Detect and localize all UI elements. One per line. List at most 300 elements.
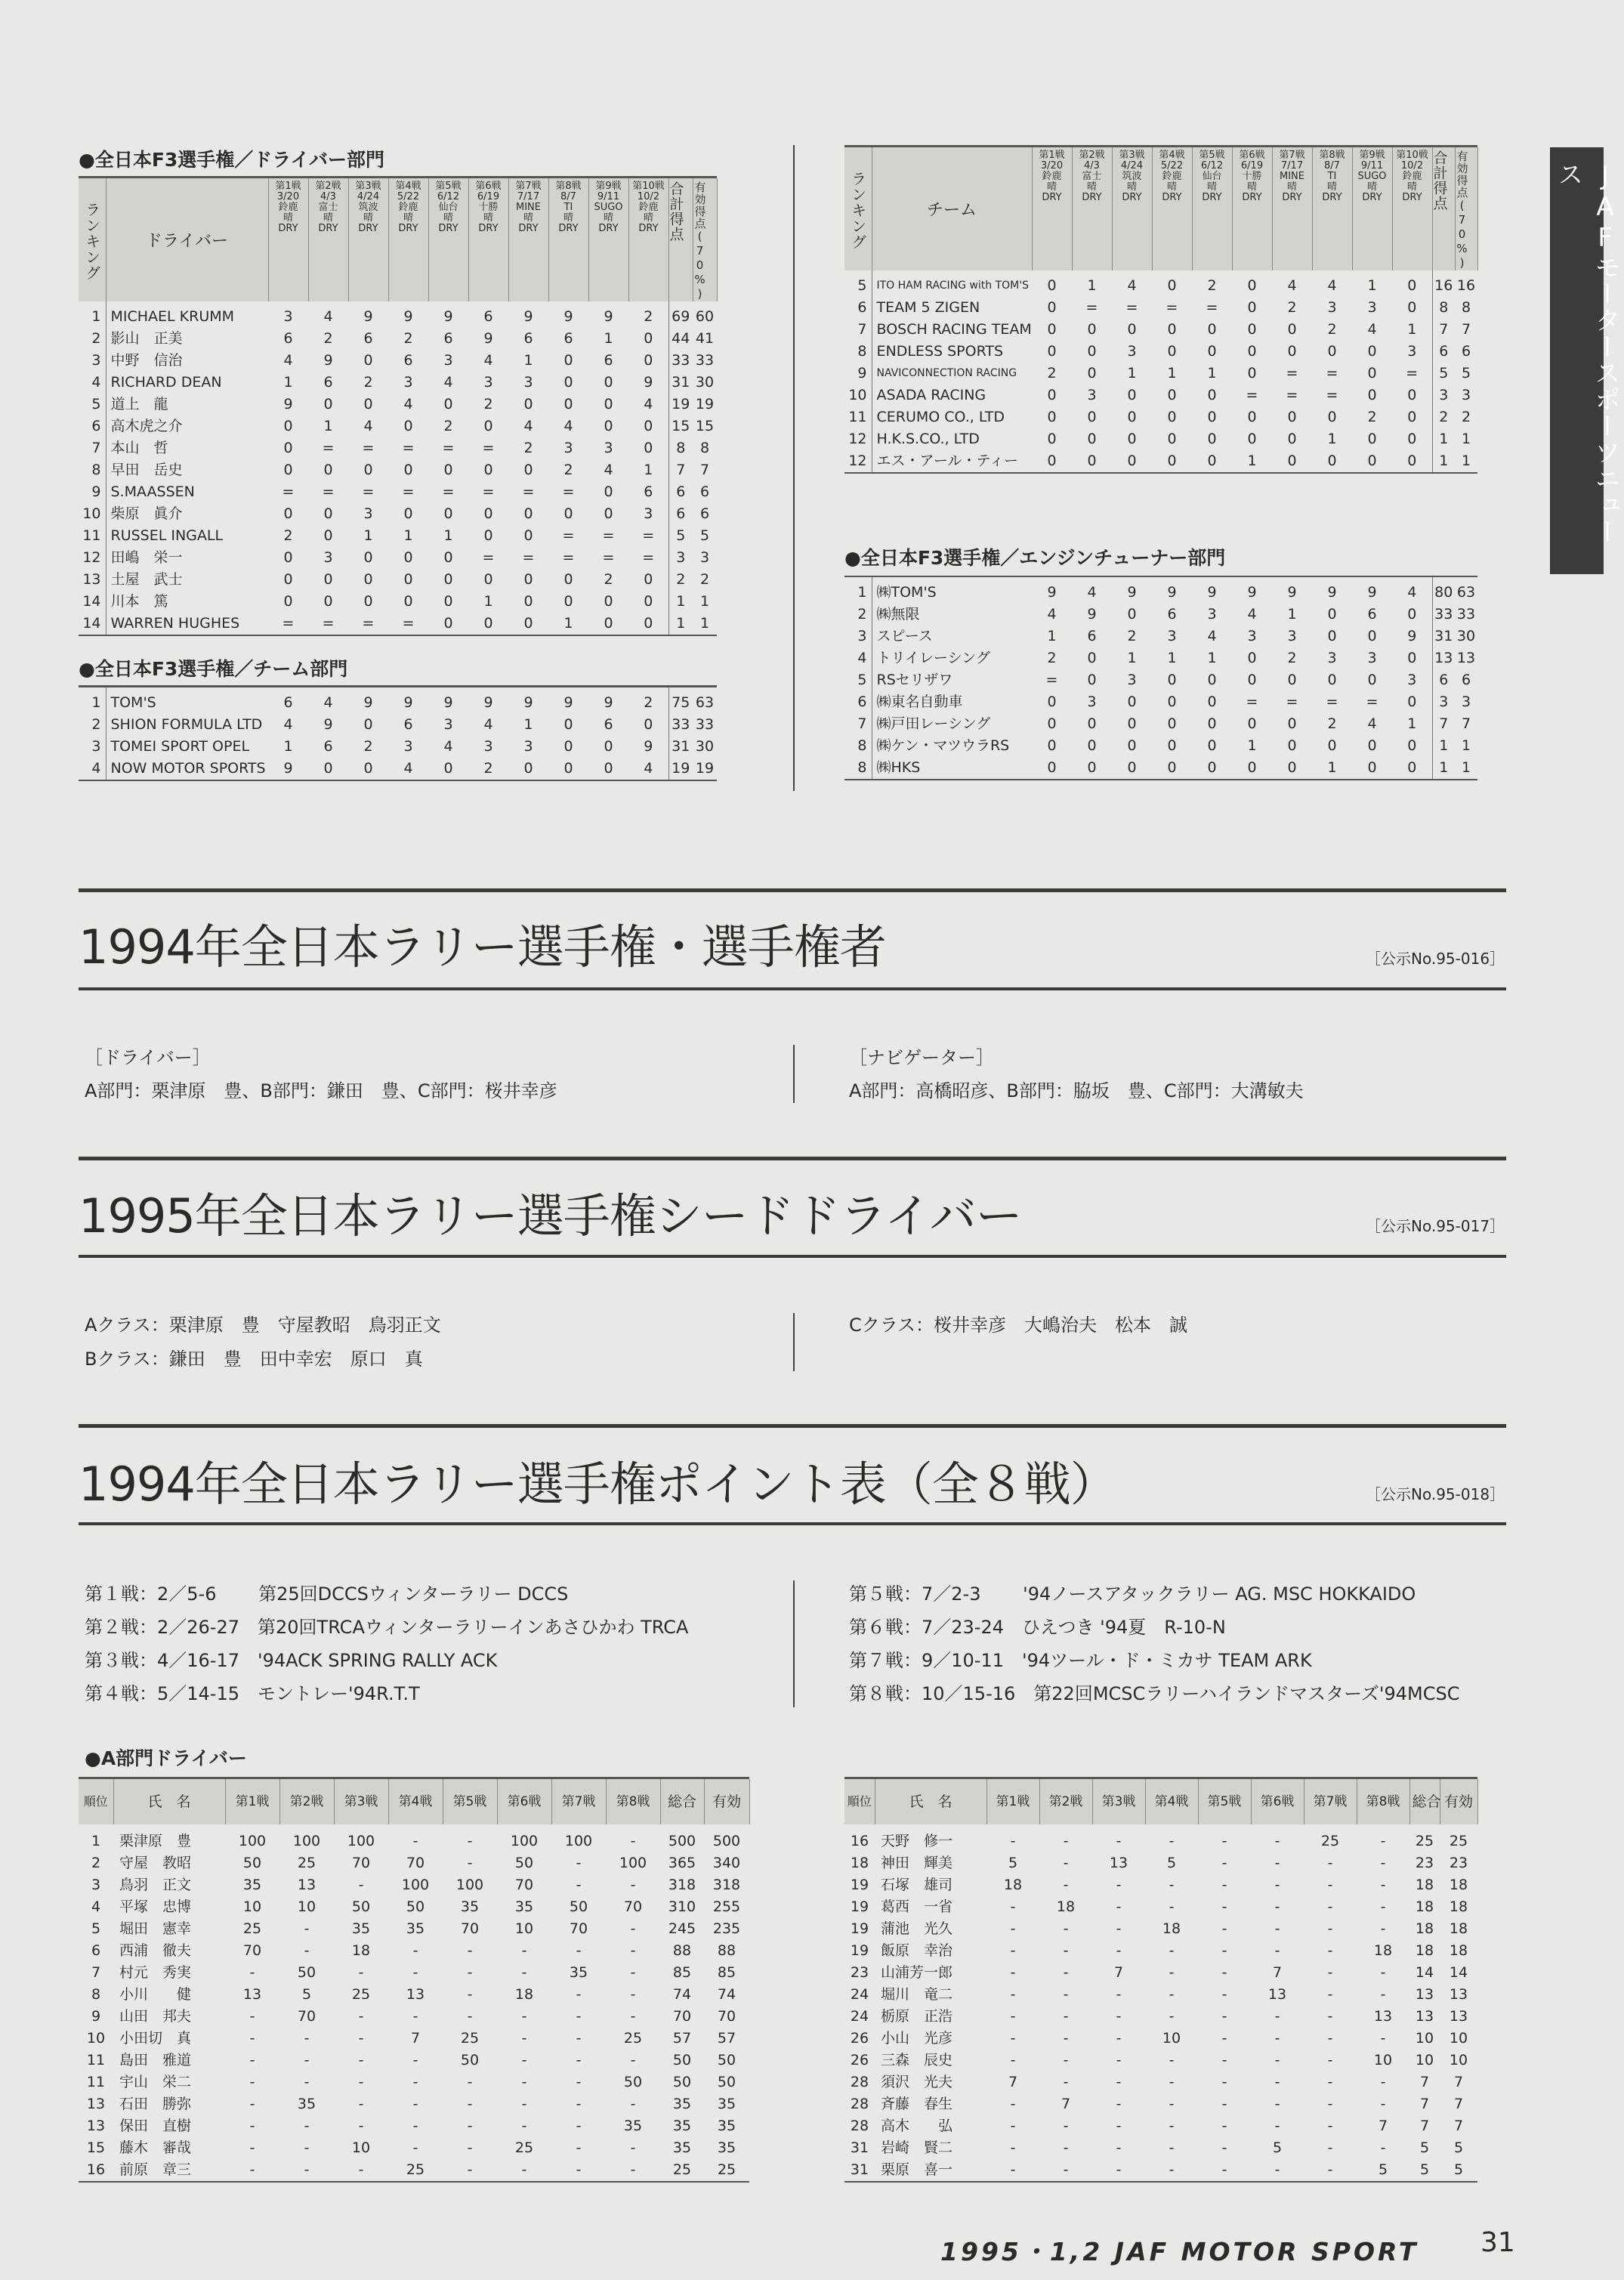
value-cell: -: [576, 1877, 582, 1893]
value-cell: -: [576, 2118, 582, 2134]
value-cell: 1: [1287, 606, 1297, 623]
value-cell: 4: [443, 374, 453, 391]
value-cell: -: [1116, 1942, 1122, 1959]
rank-cell: 31: [850, 2139, 869, 2156]
value-cell: -: [358, 2096, 364, 2112]
value-cell: 70: [514, 1877, 534, 1893]
value-cell: -: [1063, 2008, 1069, 2025]
value-cell: =: [1125, 299, 1138, 316]
header-cell: 有効: [704, 1779, 749, 1824]
value-cell: 0: [1167, 672, 1177, 688]
header-round: 第8戦 8/7 TI 晴 DRY: [1312, 147, 1352, 270]
value-cell: 0: [363, 462, 373, 478]
value-cell: 8: [1461, 299, 1471, 316]
table-row: [844, 1824, 1477, 1852]
value-cell: 6: [563, 330, 573, 347]
value-cell: 85: [672, 1964, 692, 1981]
value-cell: 4: [644, 396, 653, 412]
table-row: [79, 569, 717, 591]
value-cell: 4: [483, 352, 493, 369]
champions-title: 1994年全日本ラリー選手権・選手権者: [79, 919, 886, 975]
table-row: [844, 2137, 1477, 2159]
section-rule: [79, 1424, 1506, 1428]
value-cell: =: [1166, 299, 1178, 316]
value-cell: 3: [604, 440, 613, 456]
value-cell: 1: [1432, 428, 1455, 450]
rank-cell: 7: [844, 713, 872, 735]
value-cell: 0: [1087, 453, 1097, 469]
rank-cell: 1: [79, 687, 106, 714]
section-rule: [79, 1522, 1506, 1525]
value-cell: 1: [363, 527, 373, 544]
value-cell: 31: [1432, 626, 1455, 647]
name-cell: 田嶋 栄一: [110, 549, 183, 566]
header-cell: 第3戦: [1092, 1779, 1145, 1824]
rank-cell: 9: [79, 481, 106, 503]
rank-cell: 7: [91, 1964, 101, 1981]
value-cell: 6: [699, 483, 710, 500]
value-cell: -: [1010, 2008, 1016, 2025]
value-cell: 18: [1449, 1877, 1468, 1893]
value-cell: -: [1116, 2008, 1122, 2025]
value-cell: 19: [668, 758, 693, 780]
value-cell: 9: [443, 694, 453, 711]
value-cell: 0: [1327, 343, 1337, 360]
value-cell: 3: [483, 374, 493, 391]
name-cell: SHION FORMULA LTD: [110, 716, 263, 733]
value-cell: 70: [351, 1855, 371, 1871]
value-cell: -: [1116, 1986, 1122, 2003]
value-cell: 1: [443, 527, 453, 544]
value-cell: 0: [1247, 672, 1257, 688]
value-cell: =: [482, 549, 495, 566]
header-round: 第5戦 6/12 仙台 晴 DRY: [428, 178, 468, 301]
value-cell: 0: [1367, 431, 1377, 447]
value-cell: 88: [717, 1942, 736, 1959]
value-cell: 0: [1207, 759, 1217, 776]
value-cell: 4: [483, 716, 493, 733]
value-cell: 0: [644, 440, 653, 456]
value-cell: =: [322, 615, 335, 632]
value-cell: 80: [1432, 577, 1455, 604]
value-cell: -: [249, 2052, 255, 2068]
value-cell: 0: [1247, 321, 1257, 338]
value-cell: 18: [1162, 1920, 1181, 1937]
rank-cell: 5: [844, 270, 872, 297]
value-cell: 18: [1415, 1898, 1434, 1915]
value-cell: =: [442, 440, 455, 456]
value-cell: 25: [717, 2161, 736, 2178]
value-cell: 4: [283, 352, 293, 369]
value-cell: -: [1327, 1898, 1333, 1915]
value-cell: 50: [351, 1898, 371, 1915]
value-cell: 3: [443, 352, 453, 369]
value-cell: 35: [717, 2139, 736, 2156]
value-cell: 7: [1453, 2118, 1464, 2134]
value-cell: -: [1221, 2161, 1227, 2178]
name-cell: 高木 弘: [881, 2118, 953, 2134]
value-cell: 19: [695, 760, 715, 777]
event-item: 第１戦：2／5-6 第25回DCCSウィンターラリー DCCS: [85, 1583, 569, 1605]
rank-cell: 8: [844, 757, 872, 779]
value-cell: 2: [523, 440, 533, 456]
value-cell: 4: [1047, 606, 1057, 623]
rank-cell: 19: [850, 1920, 869, 1937]
value-cell: 0: [323, 462, 333, 478]
name-cell: 本山 哲: [110, 440, 168, 456]
value-cell: 9: [443, 308, 453, 325]
value-cell: -: [630, 2008, 636, 2025]
value-cell: -: [1221, 2096, 1227, 2112]
table-row: [79, 687, 717, 714]
value-cell: 9: [1207, 584, 1217, 601]
value-cell: -: [249, 2161, 255, 2178]
value-cell: -: [1116, 2096, 1122, 2112]
name-cell: NOW MOTOR SPORTS: [110, 760, 266, 777]
value-cell: 35: [672, 2118, 692, 2134]
value-cell: 0: [323, 396, 333, 412]
name-cell: 宇山 栄二: [119, 2074, 192, 2090]
table-row: [79, 1962, 749, 1984]
value-cell: -: [1380, 1964, 1386, 1981]
value-cell: 235: [712, 1920, 741, 1937]
value-cell: 4: [363, 418, 373, 434]
value-cell: 9: [1407, 628, 1417, 644]
value-cell: 6: [1432, 669, 1455, 691]
header-round: 第3戦 4/24 筑波 晴 DRY: [348, 178, 388, 301]
value-cell: -: [412, 2074, 418, 2090]
value-cell: -: [467, 1833, 473, 1849]
value-cell: 7: [1272, 1964, 1283, 1981]
value-cell: 1: [644, 462, 653, 478]
value-cell: -: [1380, 2096, 1386, 2112]
section-rule: [79, 1255, 1506, 1258]
value-cell: 0: [1047, 299, 1057, 316]
value-cell: 31: [668, 372, 693, 394]
value-cell: 25: [297, 1855, 316, 1871]
value-cell: 18: [1373, 1942, 1393, 1959]
table-row: [79, 1824, 749, 1852]
value-cell: 7: [1419, 2096, 1430, 2112]
table-row: [844, 363, 1477, 385]
header-round: 第3戦 4/24 筑波 晴 DRY: [1112, 147, 1152, 270]
value-cell: 5: [699, 527, 710, 544]
side-tab-label: JAFモータースポーツニュース: [1553, 161, 1620, 545]
value-cell: 9: [1127, 584, 1137, 601]
value-cell: 0: [604, 593, 613, 610]
value-cell: 1: [604, 330, 613, 347]
value-cell: -: [630, 1920, 636, 1937]
value-cell: -: [249, 1964, 255, 1981]
value-cell: -: [1274, 1920, 1280, 1937]
value-cell: -: [521, 2052, 527, 2068]
value-cell: -: [1063, 1855, 1069, 1871]
value-cell: -: [1274, 2161, 1280, 2178]
value-cell: 0: [1047, 387, 1057, 403]
table-row: [79, 459, 717, 481]
value-cell: 70: [242, 1942, 262, 1959]
value-cell: 1: [1327, 431, 1337, 447]
name-cell: 斉藤 春生: [881, 2096, 953, 2112]
value-cell: 2: [483, 396, 493, 412]
value-cell: 35: [569, 1964, 588, 1981]
value-cell: 5: [1166, 1855, 1177, 1871]
value-cell: 25: [1320, 1833, 1340, 1849]
navigator-heading: ［ナビゲーター］: [849, 1047, 994, 1068]
value-cell: 0: [604, 615, 613, 632]
value-cell: -: [1221, 1833, 1227, 1849]
value-cell: 0: [1327, 737, 1337, 754]
rank-cell: 28: [850, 2096, 869, 2112]
value-cell: 0: [1127, 715, 1137, 732]
value-cell: -: [1116, 1877, 1122, 1893]
value-cell: 35: [623, 2118, 643, 2134]
value-cell: 9: [644, 738, 653, 755]
value-cell: 3: [1127, 672, 1137, 688]
value-cell: 88: [672, 1942, 692, 1959]
table-row: [79, 714, 717, 736]
value-cell: =: [602, 549, 615, 566]
value-cell: 0: [283, 549, 293, 566]
rank-cell: 9: [91, 2008, 101, 2025]
value-cell: 13: [1432, 647, 1455, 669]
rank-cell: 24: [850, 2008, 869, 2025]
value-cell: 0: [1207, 453, 1217, 469]
value-cell: 4: [1327, 277, 1337, 294]
a-class-table-right: [844, 1777, 1477, 2183]
value-cell: 10: [1415, 2030, 1434, 2047]
header-cell: 第4戦: [388, 1779, 443, 1824]
value-cell: 7: [1419, 2074, 1430, 2090]
value-cell: =: [442, 483, 455, 500]
notice-number: ［公示No.95-018］: [1366, 1485, 1505, 1503]
table-row: [79, 394, 717, 416]
value-cell: 23: [1449, 1855, 1468, 1871]
value-cell: -: [1063, 1833, 1069, 1849]
value-cell: 18: [1449, 1920, 1468, 1937]
value-cell: 6: [1167, 606, 1177, 623]
value-cell: -: [1274, 1855, 1280, 1871]
value-cell: -: [1010, 2030, 1016, 2047]
rank-cell: 6: [91, 1942, 101, 1959]
header-cell: 有効: [1440, 1779, 1477, 1824]
table-row: [844, 757, 1477, 779]
value-cell: 7: [1061, 2096, 1071, 2112]
value-cell: 1: [523, 716, 533, 733]
rank-cell: 3: [91, 1877, 101, 1893]
value-cell: 1: [1327, 759, 1337, 776]
value-cell: -: [1327, 2118, 1333, 2134]
value-cell: 5: [1453, 2139, 1464, 2156]
value-cell: 35: [672, 2139, 692, 2156]
value-cell: 1: [1407, 321, 1417, 338]
name-cell: MICHAEL KRUMM: [110, 308, 235, 325]
value-cell: 0: [1167, 453, 1177, 469]
value-cell: 10: [242, 1898, 262, 1915]
value-cell: 0: [523, 527, 533, 544]
header-round: 第9戦 9/11 SUGO 晴 DRY: [588, 178, 628, 301]
value-cell: 0: [563, 374, 573, 391]
rank-cell: 1: [79, 301, 106, 328]
value-cell: 0: [563, 396, 573, 412]
value-cell: 0: [443, 571, 453, 588]
value-cell: 6: [604, 716, 613, 733]
footer-masthead: 1995・1,2 JAF MOTOR SPORT: [940, 2237, 1419, 2266]
value-cell: -: [467, 1942, 473, 1959]
value-cell: -: [1063, 1942, 1069, 1959]
value-cell: 3: [1367, 650, 1377, 666]
table-row: [79, 503, 717, 525]
value-cell: -: [576, 2161, 582, 2178]
header-total: [668, 178, 693, 301]
value-cell: =: [402, 615, 415, 632]
value-cell: 13: [242, 1986, 262, 2003]
name-cell: 栃原 正浩: [881, 2008, 953, 2025]
points-title: 1994年全日本ラリー選手権ポイント表（全８戦）: [79, 1457, 1116, 1512]
name-cell: 高木虎之介: [110, 418, 183, 434]
name-cell: 三森 辰史: [881, 2052, 953, 2068]
table-header-row: [79, 1779, 749, 1824]
value-cell: 44: [668, 328, 693, 350]
table-row: [844, 2159, 1477, 2181]
value-cell: 0: [1127, 759, 1137, 776]
seed-title: 1995年全日本ラリー選手権シードドライバー: [79, 1188, 1022, 1243]
value-cell: 35: [717, 2096, 736, 2112]
table-row: [844, 1852, 1477, 1874]
table-row: [79, 372, 717, 394]
value-cell: -: [1380, 1920, 1386, 1937]
header-cell: 第8戦: [606, 1779, 660, 1824]
value-cell: 0: [283, 440, 293, 456]
name-cell: 蒲池 光久: [881, 1920, 953, 1937]
value-cell: -: [1169, 2139, 1175, 2156]
value-cell: 5: [1272, 2139, 1283, 2156]
value-cell: 41: [695, 330, 715, 347]
table-row: [844, 270, 1477, 297]
value-cell: 4: [1367, 321, 1377, 338]
value-cell: 18: [1003, 1877, 1023, 1893]
value-cell: 0: [1047, 277, 1057, 294]
header-cell: 第5戦: [1198, 1779, 1251, 1824]
value-cell: 0: [604, 505, 613, 522]
value-cell: 3: [668, 547, 693, 569]
name-cell: トリイレーシング: [876, 650, 990, 666]
value-cell: 50: [672, 2052, 692, 2068]
value-cell: -: [467, 2118, 473, 2134]
value-cell: -: [1116, 2052, 1122, 2068]
value-cell: 25: [460, 2030, 480, 2047]
value-cell: =: [1286, 365, 1298, 382]
value-cell: -: [1221, 1942, 1227, 1959]
column-divider: [793, 1313, 795, 1371]
value-cell: -: [630, 1833, 636, 1849]
name-cell: 川本 篤: [110, 593, 168, 610]
value-cell: 4: [1247, 606, 1257, 623]
value-cell: 255: [712, 1898, 741, 1915]
value-cell: -: [1063, 2161, 1069, 2178]
value-cell: 3: [563, 440, 573, 456]
value-cell: 0: [1167, 694, 1177, 710]
table-row: [79, 2115, 749, 2137]
value-cell: 9: [1247, 584, 1257, 601]
rank-cell: 4: [844, 647, 872, 669]
value-cell: 70: [297, 2008, 316, 2025]
header-cell: 順位: [844, 1779, 875, 1824]
value-cell: 70: [672, 2008, 692, 2025]
value-cell: -: [1010, 2052, 1016, 2068]
value-cell: 6: [363, 330, 373, 347]
value-cell: -: [1169, 2008, 1175, 2025]
value-cell: 0: [563, 738, 573, 755]
value-cell: 0: [1087, 650, 1097, 666]
name-cell: 島田 雅道: [119, 2052, 192, 2068]
value-cell: -: [1274, 1898, 1280, 1915]
value-cell: 50: [514, 1855, 534, 1871]
value-cell: -: [630, 2139, 636, 2156]
value-cell: 0: [363, 571, 373, 588]
value-cell: -: [1010, 2118, 1016, 2134]
name-cell: TOMEI SPORT OPEL: [110, 738, 250, 755]
value-cell: -: [1274, 2118, 1280, 2134]
value-cell: 3: [1461, 387, 1471, 403]
value-cell: -: [1010, 2096, 1016, 2112]
value-cell: -: [1274, 1877, 1280, 1893]
rank-cell: 23: [850, 1964, 869, 1981]
value-cell: 0: [363, 396, 373, 412]
table-row: [79, 2093, 749, 2115]
name-cell: ㈱ケン・マツウラRS: [876, 737, 1010, 754]
value-cell: 0: [283, 571, 293, 588]
value-cell: 25: [1415, 1833, 1434, 1849]
value-cell: 6: [323, 374, 333, 391]
rank-cell: 11: [86, 2074, 106, 2090]
name-cell: 栗原 喜一: [881, 2161, 953, 2178]
value-cell: -: [521, 2118, 527, 2134]
rank-cell: 19: [850, 1877, 869, 1893]
value-cell: 15: [695, 418, 715, 434]
value-cell: 365: [668, 1855, 696, 1871]
value-cell: 0: [1367, 737, 1377, 754]
header-cell: 氏 名: [113, 1779, 225, 1824]
table-row: [844, 2071, 1477, 2093]
value-cell: -: [576, 1855, 582, 1871]
rank-cell: 11: [79, 525, 106, 547]
table-row: [844, 604, 1477, 626]
value-cell: 6: [668, 503, 693, 525]
value-cell: 3: [1327, 299, 1337, 316]
rank-cell: 24: [850, 1986, 869, 2003]
value-cell: 9: [604, 694, 613, 711]
table-row: [79, 547, 717, 569]
value-cell: 50: [460, 2052, 480, 2068]
rank-cell: 11: [844, 406, 872, 428]
value-cell: 3: [523, 738, 533, 755]
value-cell: =: [562, 483, 575, 500]
value-cell: 50: [717, 2074, 736, 2090]
value-cell: -: [1327, 1855, 1333, 1871]
table-header-row: [79, 178, 717, 301]
name-cell: 柴原 眞介: [110, 505, 183, 522]
table-row: [844, 626, 1477, 647]
value-cell: 1: [1432, 757, 1455, 779]
value-cell: 35: [672, 2096, 692, 2112]
value-cell: -: [358, 2161, 364, 2178]
value-cell: 318: [712, 1877, 741, 1893]
value-cell: 70: [406, 1855, 425, 1871]
name-cell: 西浦 徹夫: [119, 1942, 192, 1959]
value-cell: -: [304, 2161, 310, 2178]
header-rank: [79, 178, 106, 301]
